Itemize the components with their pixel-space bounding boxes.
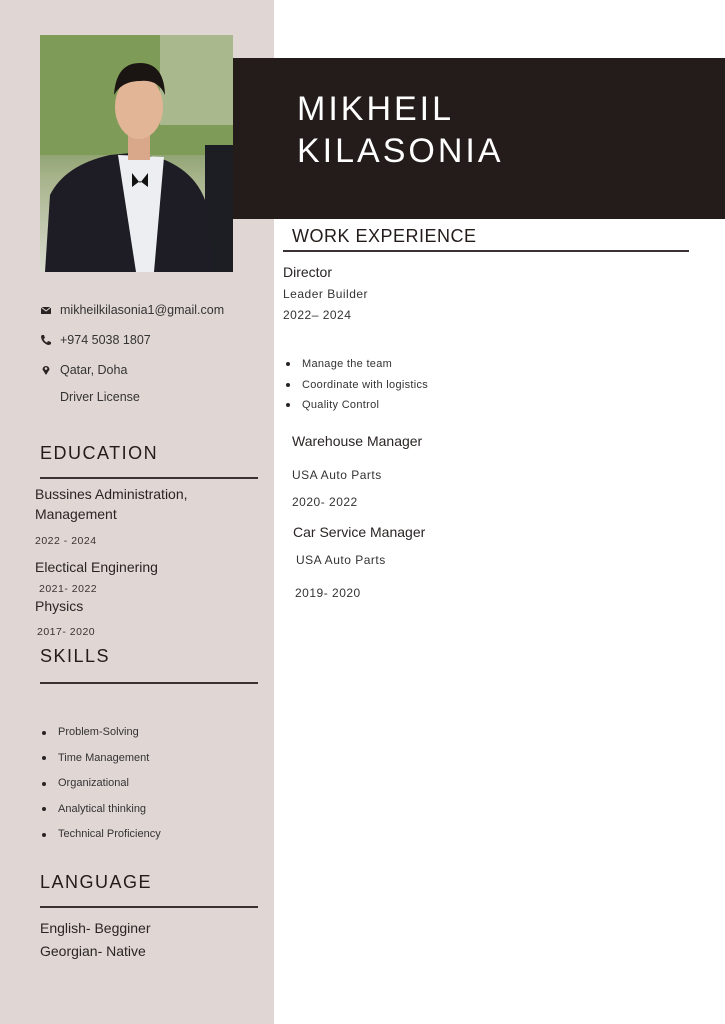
contact-phone [40, 333, 151, 347]
skills-list [40, 720, 161, 848]
education-degree-3: Physics [35, 598, 84, 614]
education-years-3: 2017- 2020 [37, 626, 96, 638]
job-years-1: 2022– 2024 [283, 308, 352, 322]
job-company-2: USA Auto Parts [292, 468, 382, 482]
skill-item: Technical Proficiency [40, 822, 161, 848]
job-role-3: Car Service Manager [293, 524, 426, 540]
envelope-icon [40, 304, 52, 316]
language-item-2: Georgian- Native [40, 943, 146, 959]
job-company-1: Leader Builder [283, 287, 369, 301]
skill-item: Problem-Solving [40, 720, 161, 746]
duty-item: Quality Control [284, 395, 428, 416]
phone-icon [40, 334, 52, 346]
job-years-3: 2019- 2020 [295, 586, 361, 600]
email-text: mikheilkilasonia1@gmail.com [60, 303, 225, 317]
license-text: Driver License [60, 390, 140, 404]
map-pin-icon [40, 364, 52, 376]
person-illustration [40, 35, 233, 272]
work-rule [283, 250, 689, 252]
duty-item: Coordinate with logistics [284, 375, 428, 396]
skills-rule [40, 682, 258, 684]
education-rule [40, 477, 258, 479]
job-years-2: 2020- 2022 [292, 495, 358, 509]
education-degree-1a: Bussines Administration, [35, 486, 188, 502]
education-years-2: 2021- 2022 [39, 583, 98, 595]
language-item-1: English- Begginer [40, 920, 151, 936]
education-degree-2: Electical Enginering [35, 559, 158, 575]
education-years-1: 2022 - 2024 [35, 535, 97, 547]
work-title: WORK EXPERIENCE [292, 226, 477, 246]
language-rule [40, 906, 258, 908]
first-name: MIKHEIL [297, 90, 455, 128]
contact-email [40, 303, 224, 317]
location-text: Qatar, Doha [60, 363, 128, 377]
job-role-1: Director [283, 264, 333, 280]
language-title: LANGUAGE [40, 872, 153, 892]
duty-item: Manage the team [284, 354, 428, 375]
skill-item: Organizational [40, 771, 161, 797]
skill-item: Time Management [40, 746, 161, 772]
education-degree-1b: Management [35, 506, 117, 522]
skills-title: SKILLS [40, 646, 111, 666]
job-company-3: USA Auto Parts [296, 553, 386, 567]
job-role-2: Warehouse Manager [292, 433, 423, 449]
phone-text: +974 5038 1807 [60, 333, 151, 347]
last-name: KILASONIA [297, 132, 504, 170]
job-duties-1 [284, 354, 428, 416]
contact-location [40, 363, 127, 377]
full-name [297, 88, 504, 172]
education-title: EDUCATION [40, 443, 159, 463]
skill-item: Analytical thinking [40, 797, 161, 823]
profile-photo [40, 35, 233, 272]
